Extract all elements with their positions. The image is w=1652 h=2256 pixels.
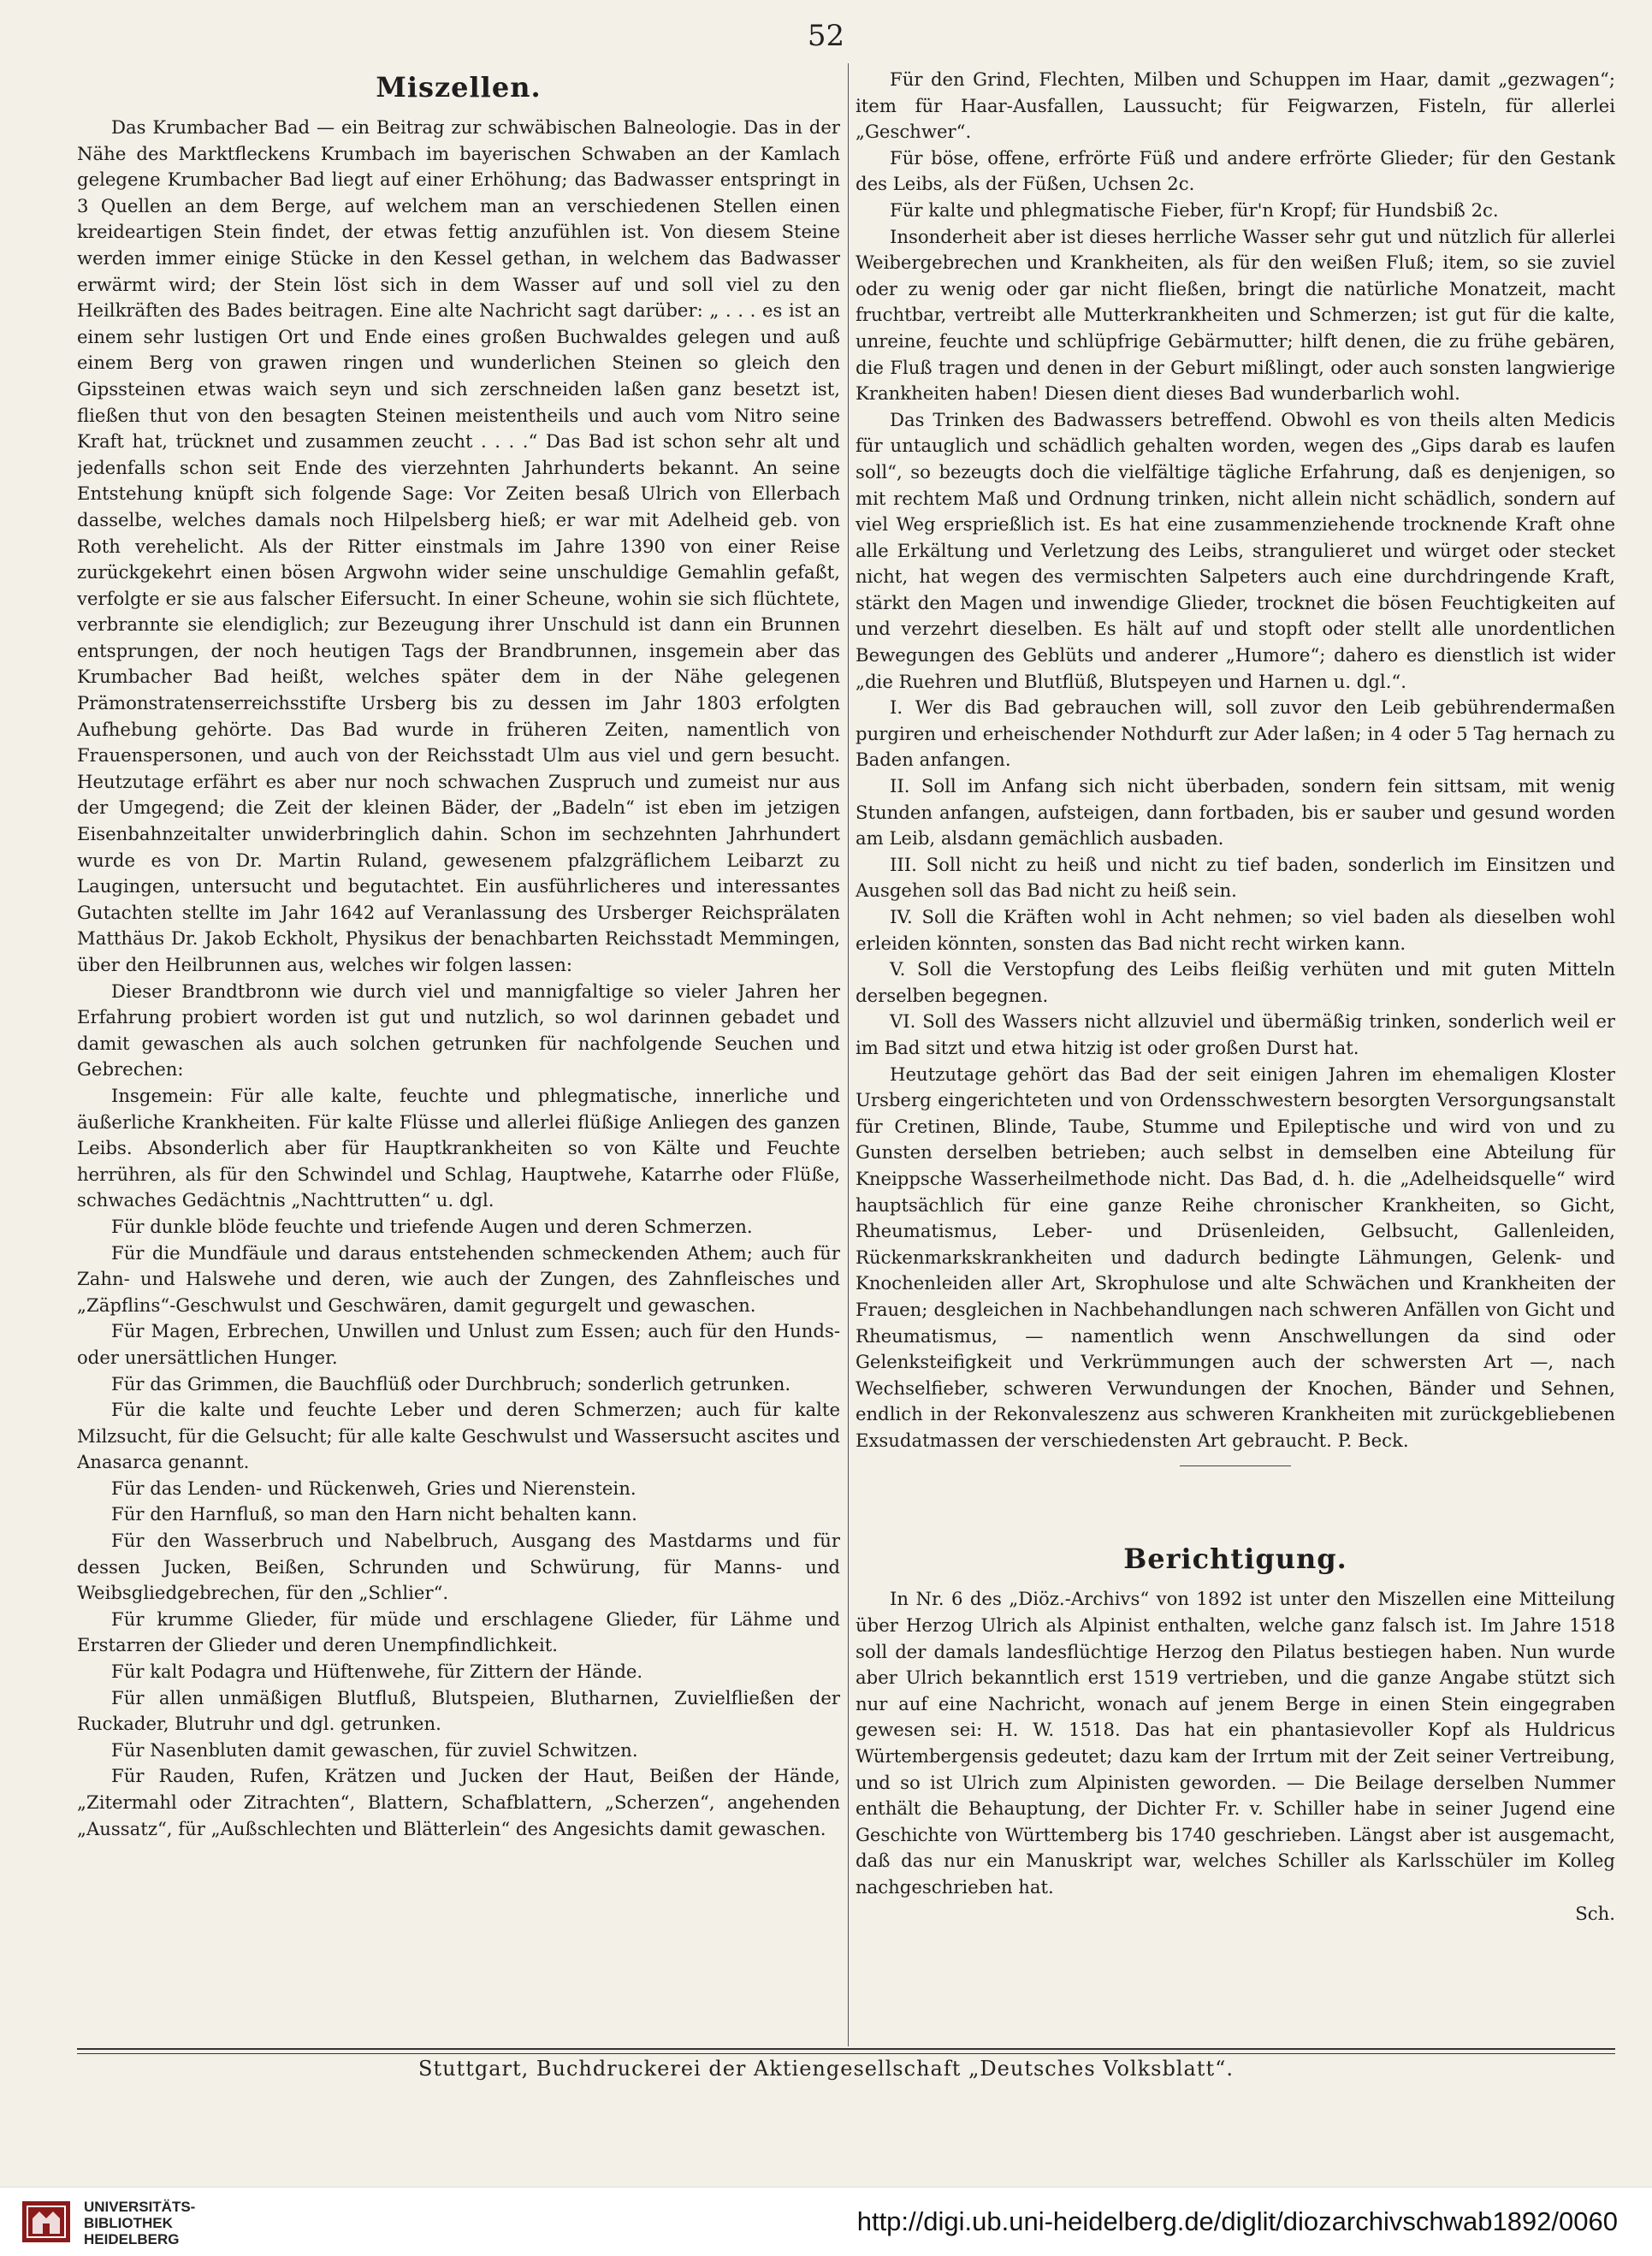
source-url-link[interactable]: http://digi.ub.uni-heidelberg.de/diglit/diozarchivschwab1892/0060	[856, 2206, 1618, 2236]
paragraph: Für kalte und phlegmatische Fieber, für'n Kropf; für Hundsbiß 2c.	[890, 198, 1499, 221]
section-title-miszellen: Miszellen.	[376, 71, 542, 104]
paragraph: Für Rauden, Rufen, Krätzen und Jucken der Haut, Beißen der Hände, „Zitermahl oder Zitrachten“, Blattern, Schafblattern, „Scherzen“, angehenden „Aussatz“, für „Außschlechten und Blätterlein“ des Angesichts damit gewaschen.	[77, 1765, 840, 1839]
paragraph: Für Nasenbluten damit gewaschen, für zuviel Schwitzen.	[111, 1738, 638, 1761]
paragraph: Für krumme Glieder, für müde und erschlagene Glieder, für Lähme und Erstarren der Glieder und deren Unempfindlichkeit.	[77, 1608, 840, 1656]
paragraph: Für allen unmäßigen Blutfluß, Blutspeien, Blutharnen, Zuvielfließen der Ruckader, Blutruhr und dgl. getrunken.	[77, 1686, 840, 1735]
paragraph: Für dunkle blöde feuchte und triefende Augen und deren Schmerzen.	[111, 1215, 753, 1237]
paragraph: Insgemein: Für alle kalte, feuchte und phlegmatische, innerliche und äußerliche Krankheiten. Für kalte Flüsse und allerlei flüßige Anliegen des ganzen Leibs. Absonderlich aber für Hauptkrankheiten so von Kälte und Feuchte herrühren, als für den Schwindel und Schlag, Hauptwehe, Katarrhe oder Flüße, schwaches Gedächtnis „Nachttrutten“ u. dgl.	[77, 1084, 840, 1211]
section-title-berichtigung: Berichtigung.	[1123, 1542, 1347, 1576]
paragraph: In Nr. 6 des „Diöz.-Archivs“ von 1892 ist unter den Miszellen eine Mitteilung über Herzog Ulrich als Alpinist enthalten, welche ganz falsch ist. Im Jahre 1518 soll der damals landesflüchtige Herzog den Pilatus bestiegen haben. Nun wurde aber Ulrich bekanntlich erst 1519 vertrieben, und die ganze Angabe stützt sich nur auf eine Nachricht, wonach auf jenem Berge in einen Stein eingegraben gewesen sei: H. W. 1518. Das hat ein phantasievoller Kopf als Huldricus Würtembergensis gedeutet; dazu kam der Irrtum mit der Zeit seiner Vertreibung, und so ist Ulrich zum Alpinisten geworden. — Die Beilage derselben Nummer enthält die Behauptung, der Dichter Fr. v. Schiller habe in seiner Jugend eine Geschichte von Württemberg bis 1740 geschrieben. Längst aber ist ausgemacht, daß das nur ein Manuskript war, welches Schiller als Karlsschüler im Kolleg nachgeschrieben hat.	[856, 1588, 1615, 1898]
paragraph: Für den Wasserbruch und Nabelbruch, Ausgang des Mastdarms und für dessen Jucken, Beißen, Schrunden und Schwürung, für Manns- und Weibsgliedgebrechen, für den „Schlier“.	[77, 1530, 840, 1604]
paragraph: I. Wer dis Bad gebrauchen will, soll zuvor den Leib gebührendermaßen purgiren und erheischender Nothdurft zur Ader laßen; in 4 oder 5 Tag hernach zu Baden anfangen.	[856, 696, 1615, 771]
paragraph: VI. Soll des Wassers nicht allzuviel und übermäßig trinken, sonderlich weil er im Bad sitzt und etwa hitzig ist oder großen Durst hat.	[856, 1010, 1615, 1058]
paragraph: Für das Lenden- und Rückenweh, Gries und Nierenstein.	[111, 1477, 637, 1499]
paragraph: Für kalt Podagra und Hüftenwehe, für Zittern der Hände.	[111, 1661, 643, 1683]
paragraph: Für Magen, Erbrechen, Unwillen und Unlust zum Essen; auch für den Hunds- oder unersättlichen Hunger.	[77, 1320, 840, 1368]
paragraph: Für den Harnfluß, so man den Harn nicht behalten kann.	[111, 1503, 637, 1525]
paragraph: Heutzutage gehört das Bad der seit einigen Jahren im ehemaligen Kloster Ursberg eingerichteten und von Ordensschwestern besorgten Versorgungsanstalt für Cretinen, Blinde, Taube, Stumme und Epileptische und wird von und zu Gunsten derselben betrieben; auch selbst in demselben eine Abteilung für Kneippsche Wasserheilmethode nicht. Das Bad, d. h. die „Adelheidsquelle“ wird hauptsächlich für eine ganze Reihe chronischer Krankheiten, so Gicht, Rheumatismus, Leber- und Drüsenleiden, Gelbsucht, Gallenleiden, Rückenmarkskrankheiten und dadurch bedingte Lähmungen, Gelenk- und Knochenleiden aller Art, Skrophulose und alte Schwächen und Krankheiten der Frauen; desgleichen in Nachbehandlungen nach schweren Anfällen von Gicht und Rheumatismus, — namentlich wenn Anschwellungen da sind oder Gelenksteifigkeit und Verkrümmungen auch der schwersten Art —, nach Wechselfieber, schweren Verwundungen der Knochen, Bänder und Sehnen, endlich in der Rekonvaleszenz aus schweren Krankheiten mit zurückgebliebenen Exsudatmassen der verschiedensten Art gebraucht. P. Beck.	[856, 1063, 1615, 1451]
page-number: 52	[807, 19, 845, 53]
printer-imprint: Stuttgart, Buchdruckerei der Aktiengesellschaft „Deutsches Volksblatt“.	[418, 2057, 1234, 2081]
paragraph: Dieser Brandtbronn wie durch viel und mannigfaltige so vieler Jahren her Erfahrung probiert worden ist gut und nutzlich, so wol darinnen gebadet und damit gewaschen als auch solchen getrunken für nachfolgende Seuchen und Gebrechen:	[77, 980, 840, 1081]
left-column	[77, 67, 840, 2041]
paragraph: IV. Soll die Kräften wohl in Acht nehmen; so viel baden als dieselben wohl erleiden könnten, sonsten das Bad nicht recht wirken kann.	[856, 906, 1615, 954]
university-seal-icon	[21, 2200, 72, 2244]
paragraph: Das Trinken des Badwassers betreffend. Obwohl es von theils alten Medicis für untauglich und schädlich gehalten worden, wegen des „Gips darab es laufen soll“, so bezeugts doch die vielfältige tägliche Erfahrung, daß es denjenigen, so mit rechtem Maß und Ordnung trinken, nicht allein nicht schädlich, sondern auf viel Weg ersprießlich ist. Es hat eine zusammenziehende trocknende Kraft ohne alle Erkältung und Verletzung des Leibs, strangulieret und würget oder stecket nicht, hat wegen des vermischten Salpeters auch eine durchdringende Kraft, stärkt den Magen und inwendige Glieder, trocknet die bösen Feuchtigkeiten auf und verzehrt dieselben. Es hält auf und stopft oder stellt alle unordentlichen Bewegungen des Geblüts und anderer „Humore“; dahero es dienstlich ist wider „die Ruehren und Blutflüß, Blutspeyen und Harnen u. dgl.“.	[856, 408, 1615, 692]
right-column	[856, 67, 1615, 2041]
column-divider	[848, 63, 849, 2046]
paragraph: Insonderheit aber ist dieses herrliche Wasser sehr gut und nützlich für allerlei Weibergebrechen und Krankheiten, als für den weißen Fluß; item, so sie zuviel oder zu wenig oder gar nicht fließen, bringt die natürliche Monatzeit, macht fruchtbar, vertreibt alle Mutterkrankheiten und Schmerzen; ist gut für die kalte, unreine, feuchte und schlüpfrige Gebärmutter; hilft denen, die zu frühe gebären, die Fluß tragen und denen in der Geburt mißlingt, oder auch sonsten langwierige Krankheiten haben! Diesen dient dieses Bad wunderbarlich wohl.	[856, 225, 1615, 405]
paragraph: Für das Grimmen, die Bauchflüß oder Durchbruch; sonderlich getrunken.	[111, 1372, 791, 1394]
footer-rule-thin	[77, 2053, 1615, 2054]
paragraph: Das Krumbacher Bad — ein Beitrag zur schwäbischen Balneologie. Das in der Nähe des Marktfleckens Krumbach im bayerischen Schwaben an der Kamlach gelegene Krumbacher Bad liegt auf einer Erhöhung; das Badwasser entspringt in 3 Quellen an dem Berge, auf welchem man an verschiedenen Stellen einen kreideartigen Stein findet, der etwas fettig anzufühlen ist. Von diesem Steine werden immer einige Stücke in den Kessel gethan, in welchem das Badwasser erwärmt wird; der Stein löst sich in dem Wasser auf und soll viel zu den Heilkräften des Bades beitragen. Eine alte Nachricht sagt darüber: „ . . . es ist an einem sehr lustigen Ort und Ende eines großen Buchwaldes gelegen und auß einem Berg von grawen ringen und wunderlichen Steinen so gleich den Gipssteinen etwas waich seyn und sich zerschneiden laßen ganz besetzt ist, fließen thut von den besagten Steinen meistentheils und auch vom Nitro seine Kraft hat, trücknet und zusammen zeucht . . . .“ Das Bad ist schon sehr alt und jedenfalls schon seit Ende des vierzehnten Jahrhunderts bekannt. An seine Entstehung knüpft sich folgende Sage: Vor Zeiten besaß Ulrich von Ellerbach dasselbe, welches damals noch Hilpelsberg hieß; er war mit Adelheid geb. von Roth verehelicht. Als der Ritter einstmals im Jahre 1390 von einer Reise zurückgekehrt einen bösen Argwohn wider seine unschuldige Gemahlin gefaßt, verfolgte er sie aus falscher Eifersucht. In einer Scheune, wohin sie sich flüchtete, verbrannte sie elendiglich; zur Bezeugung ihrer Unschuld ist dann ein Brunnen entsprungen, der noch heutigen Tags der Brandbrunnen, insgemein aber das Krumbacher Bad heißt, welches später dem in der Nähe gelegenen Prämonstratenserreichsstifte Ursberg bis zu dessen im Jahr 1803 erfolgten Aufhebung gehörte. Das Bad wurde in früheren Zeiten, namentlich von Frauenspersonen, und auch von der Reichsstadt Ulm aus viel und gern besucht. Heutzutage erfährt es aber nur noch schwachen Zuspruch und zumeist nur aus der Umgegend; die Zeit der kleinen Bäder, der „Badeln“ ist eben im jetzigen Eisenbahnzeitalter unwiderbringlich dahin. Schon im sechzehnten Jahrhundert wurde es von Dr. Martin Ruland, gewesenem pfalzgräflichem Leibarzt zu Laugingen, untersucht und begutachtet. Ein ausführlicheres und interessantes Gutachten stellte im Jahr 1642 auf Veranlassung des Ursberger Reichsprälaten Matthäus Dr. Jakob Eckholt, Physikus der benachbarten Reichsstadt Memmingen, über den Heilbrunnen aus, welches wir folgen lassen:	[77, 116, 840, 975]
library-name: UNIVERSITÄTS- BIBLIOTHEK HEIDELBERG	[84, 2199, 196, 2247]
library-footer-bar	[0, 2187, 1652, 2256]
paragraph: V. Soll die Verstopfung des Leibs fleißig verhüten und mit guten Mitteln derselben begegnen.	[856, 958, 1615, 1006]
paragraph: Für die kalte und feuchte Leber und deren Schmerzen; auch für kalte Milzsucht, für die Gelsucht; für alle kalte Geschwulst und Wassersucht ascites und Anasarca genannt.	[77, 1399, 840, 1473]
paragraph: II. Soll im Anfang sich nicht überbaden, sondern fein sittsam, mit wenig Stunden anfangen, aufsteigen, dann fortbaden, bis er sauber und gesund worden am Leib, alsdann gemächlich ausbaden.	[856, 775, 1615, 850]
footer-rule	[77, 2048, 1615, 2050]
paragraph: Für die Mundfäule und daraus entstehenden schmeckenden Athem; auch für Zahn- und Halswehe und deren, wie auch der Zungen, des Zahnfleisches und „Zäpflins“-Geschwulst und Geschwären, damit gegurgelt und gewaschen.	[77, 1241, 840, 1316]
paragraph: Für den Grind, Flechten, Milben und Schuppen im Haar, damit „gezwagen“; item für Haar-Ausfallen, Laussucht; für Feigwarzen, Fisteln, für allerlei „Geschwer“.	[856, 68, 1615, 143]
paragraph: III. Soll nicht zu heiß und nicht zu tief baden, sonderlich im Einsitzen und Ausgehen soll das Bad nicht zu heiß sein.	[856, 853, 1615, 902]
signature: Sch.	[1575, 1902, 1615, 1924]
paragraph: Für böse, offene, erfrörte Füß und andere erfrörte Glieder; für den Gestank des Leibs, als der Füßen, Uchsen 2c.	[856, 146, 1615, 195]
